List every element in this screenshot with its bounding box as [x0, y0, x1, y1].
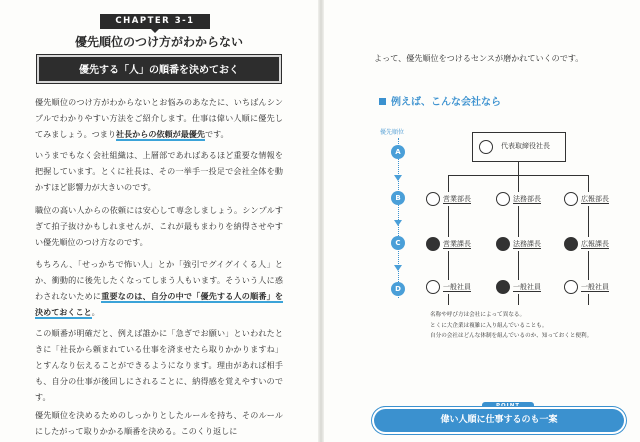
staff-1: 一般社員	[426, 280, 471, 294]
connector-line	[518, 161, 519, 175]
down-arrow-icon	[394, 220, 402, 226]
paragraph-6: 優先順位を決めるためのしっかりとしたルールを持ち、そのルールにしたがって取りかかる順番を決める。このくり返しに	[35, 410, 283, 436]
person-icon	[496, 280, 510, 294]
emphasis-text: 社長からの依頼が最優先	[115, 129, 205, 139]
emphasis-text: 重要なのは、自分の中で「優先する人の順番」を決めておくこと	[35, 291, 283, 317]
person-icon	[496, 192, 510, 206]
priority-node-c: C	[391, 236, 405, 250]
point-tab: POINT	[482, 402, 534, 411]
person-icon	[426, 237, 440, 251]
heading-banner: 優先する「人」の順番を決めておく	[37, 55, 281, 83]
down-arrow-icon	[394, 175, 402, 181]
priority-label: 優先順位	[380, 129, 405, 136]
paragraph-2: いうまでもなく会社組織は、上層部であればあるほど重要な情報を把握しています。とくに社長は、その一挙手一投足で会社全体を動かすほど影響力が大きいのです。	[35, 150, 283, 192]
person-icon	[564, 192, 578, 206]
org-chart	[424, 120, 634, 310]
person-icon	[479, 140, 493, 154]
staff-2: 一般社員	[496, 280, 541, 294]
priority-timeline	[398, 138, 399, 298]
left-page	[0, 0, 318, 442]
paragraph-4: もちろん、「せっかちで怖い人」とか「強引でグイグイくる人」とか、衝動的に後先したくなってしまう人もいます。そういう人に惑わされないために重要なのは、自分の中で「優先する人の順番」を決めておくこと。	[35, 259, 283, 317]
person-icon	[426, 280, 440, 294]
manager-sales: 営業部長	[426, 192, 471, 206]
continued-text: よって、優先順位をつけるセンスが磨かれていくのです。	[374, 53, 584, 63]
president-box	[472, 132, 566, 162]
chief-legal: 法務課長	[496, 237, 541, 251]
down-arrow-icon	[394, 265, 402, 271]
chart-note: 名称や呼び方は会社によって異なる。 とくに大企業は複雑に入り組んでいることも。 自分の会社はどんな体制を組んでいるのか、知っておくと便利。	[430, 312, 593, 339]
person-icon	[564, 280, 578, 294]
square-bullet-icon	[379, 98, 386, 105]
priority-node-a: A	[391, 145, 405, 159]
manager-pr: 広報部長	[564, 192, 609, 206]
staff-3: 一般社員	[564, 280, 609, 294]
manager-legal: 法務部長	[496, 192, 541, 206]
chief-sales: 営業課長	[426, 237, 471, 251]
paragraph-3: 職位の高い人からの依頼には安心して専念しましょう。シンプルすぎて拍子抜けかもしれませんが、これが最もまわりを納得させやすい優先順位のつけ方なのです。	[35, 205, 283, 247]
point-summary: 偉い人順に仕事するのも一案	[374, 409, 624, 432]
person-icon	[496, 237, 510, 251]
priority-node-d: D	[391, 282, 405, 296]
paragraph-1: 優先順位のつけ方がわからないとお悩みのあなたに、いちばんシンプルでわかりやすい方法をご紹介します。仕事は偉い人順に優先してみましょう。つまり社長からの依頼が最優先です。	[35, 97, 283, 139]
right-page	[324, 0, 640, 442]
paragraph-5: この順番が明確だと、例えば誰かに「急ぎでお願い」といわれたときに「社長から頼まれている仕事を済ませたら取りかかりますね」とすんなり伝えることができるようになります。理由があれば相手も、自分の仕事が後回しにされることに、納得感を覚えやすいのです。	[35, 328, 283, 402]
section-title: 優先順位のつけ方がわからない	[74, 35, 243, 49]
president-label: 代表取締役社長	[501, 142, 550, 150]
example-heading: 例えば、こんな会社なら	[379, 93, 501, 108]
priority-node-b: B	[391, 191, 405, 205]
chapter-label: CHAPTER 3-1	[100, 14, 210, 29]
person-icon	[426, 192, 440, 206]
person-icon	[564, 237, 578, 251]
chief-pr: 広報課長	[564, 237, 609, 251]
